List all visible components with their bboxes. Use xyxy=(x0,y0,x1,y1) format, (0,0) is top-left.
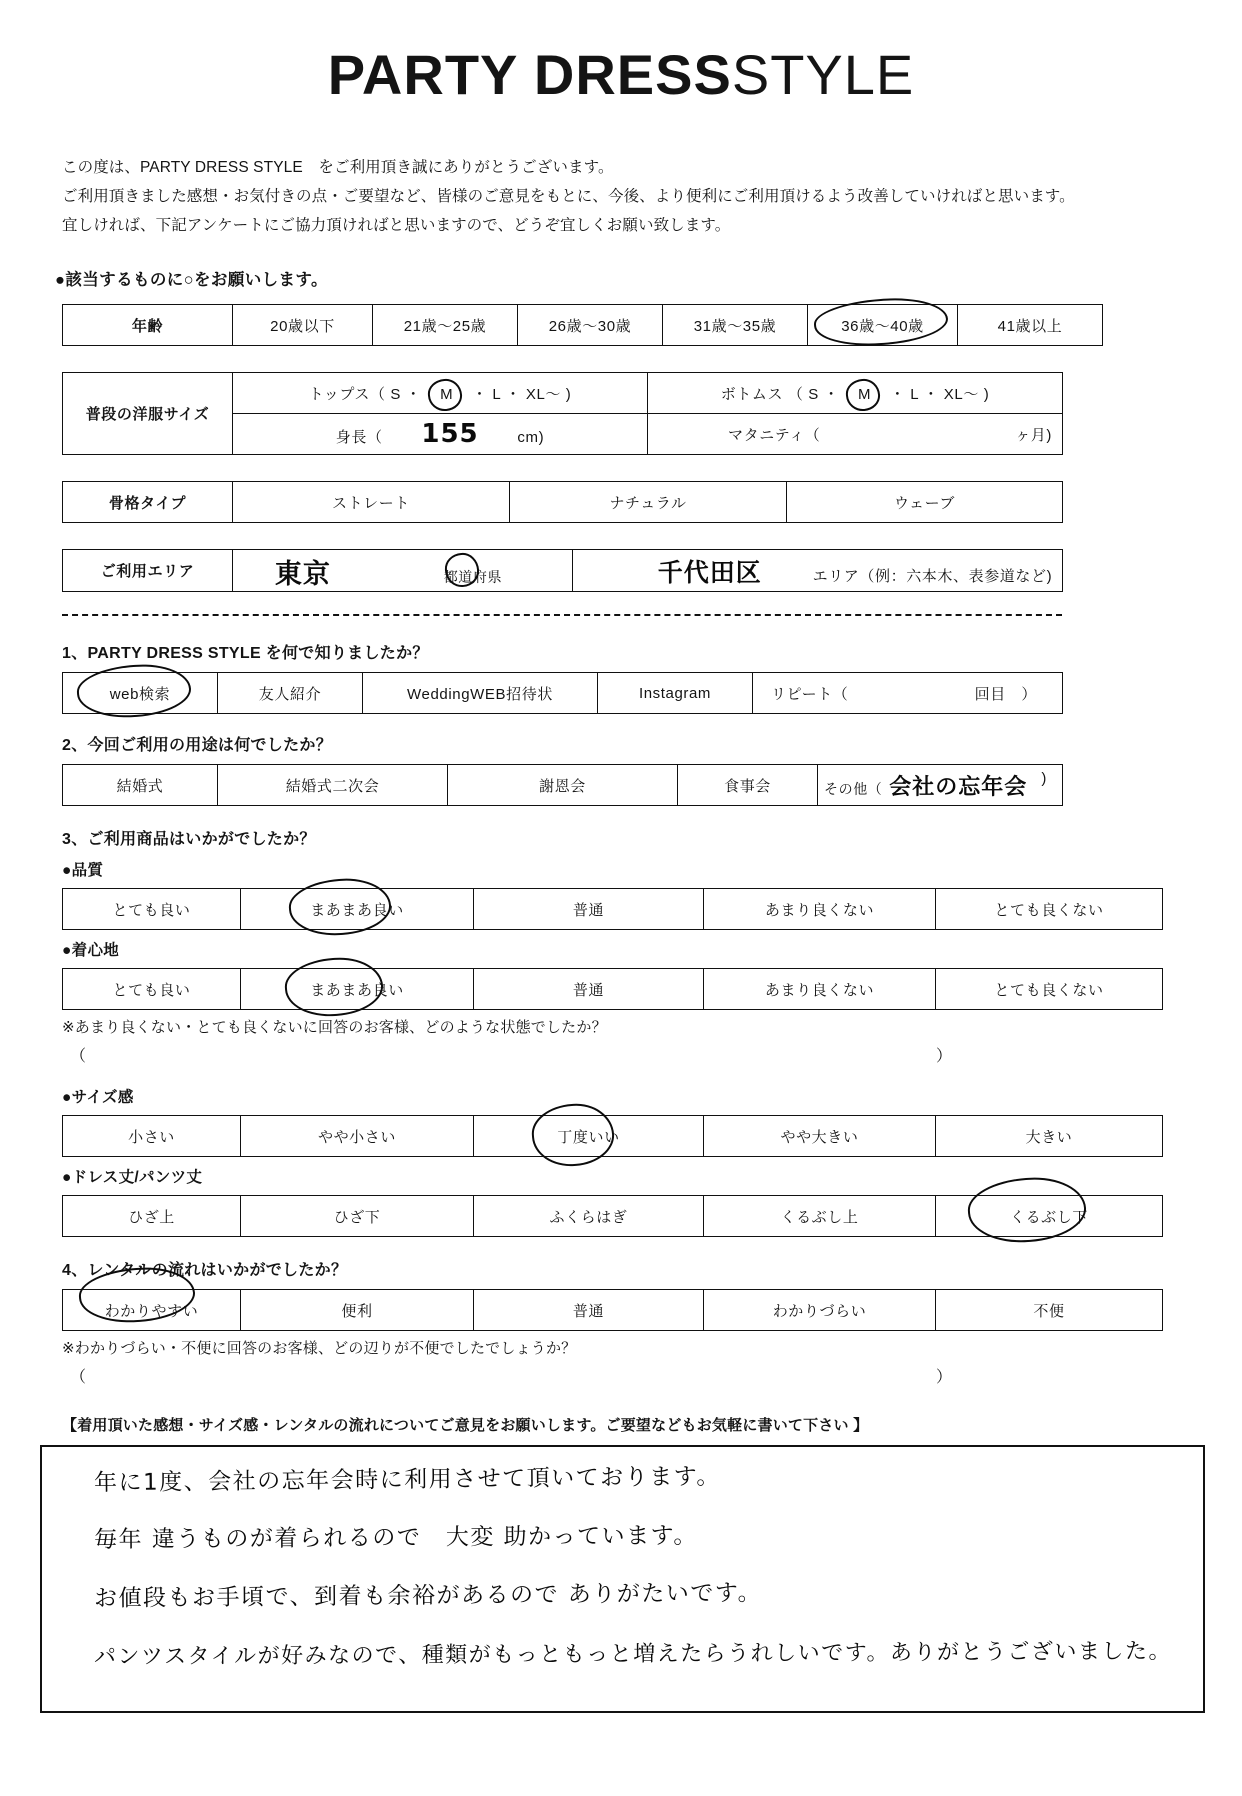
q1-option-1[interactable]: 友人紹介 xyxy=(218,673,363,714)
q3-comfort-table xyxy=(62,968,1163,1010)
q2-option-2[interactable]: 謝恩会 xyxy=(448,765,678,806)
q2-other-value: 会社の忘年会 xyxy=(889,774,1028,800)
q4-option-4[interactable]: 不便 xyxy=(936,1290,1163,1331)
q3-comfort-free-close: ） xyxy=(935,1048,952,1065)
quality-option-0[interactable]: とても良い xyxy=(63,889,241,930)
q3-fit-table xyxy=(62,1115,1163,1157)
q2-option-0[interactable]: 結婚式 xyxy=(63,765,218,806)
table-row xyxy=(63,673,1063,714)
comment-box[interactable] xyxy=(40,1445,1205,1713)
q1-option-0-label: web検索 xyxy=(109,685,171,703)
comment-line-3: お値段もお手頃で、到着も余裕があるので ありがたいです。 xyxy=(93,1580,763,1612)
comment-label: 【着用頂いた感想・サイズ感・レンタルの流れについてご意見をお願いします。ご要望などもお気軽に書いて下さい 】 xyxy=(62,1417,869,1434)
q4-free-row[interactable] xyxy=(62,1364,1062,1390)
table-row xyxy=(63,482,1063,523)
length-option-0[interactable]: ひざ上 xyxy=(63,1196,241,1237)
q3-comfort-free-open: （ xyxy=(70,1048,87,1065)
q2-other-label: その他（ xyxy=(824,780,883,797)
body-type-option-2[interactable]: ウェーブ xyxy=(787,482,1063,523)
q1-option-4-repeat[interactable] xyxy=(753,673,1063,714)
area-table xyxy=(62,549,1063,592)
q2-table xyxy=(62,764,1063,806)
height-unit: cm) xyxy=(517,429,545,446)
fit-option-3[interactable]: やや大きい xyxy=(704,1116,936,1157)
age-option-5[interactable]: 41歳以上 xyxy=(958,305,1103,346)
body-type-option-0[interactable]: ストレート xyxy=(233,482,510,523)
q2-title: 2、今回ご利用の用途は何でしたか？ xyxy=(62,737,332,754)
survey-page xyxy=(0,42,1242,1796)
quality-option-4[interactable]: とても良くない xyxy=(936,889,1163,930)
q1-option-3[interactable]: Instagram xyxy=(598,673,753,714)
age-option-4[interactable] xyxy=(808,305,958,346)
brand-light: STYLE xyxy=(731,43,915,106)
quality-option-2[interactable]: 普通 xyxy=(474,889,704,930)
fit-option-0[interactable]: 小さい xyxy=(63,1116,241,1157)
q4-option-3[interactable]: わかりづらい xyxy=(704,1290,936,1331)
q3-quality-subtitle: ●品質 xyxy=(62,862,104,879)
height-value: 155 xyxy=(421,419,479,449)
q4-option-2[interactable]: 普通 xyxy=(474,1290,704,1331)
age-table xyxy=(62,304,1103,346)
maternity-unit: ヶ月) xyxy=(1015,426,1052,444)
q4-option-1[interactable]: 便利 xyxy=(241,1290,474,1331)
comfort-option-0[interactable]: とても良い xyxy=(63,969,241,1010)
table-row xyxy=(63,969,1163,1010)
quality-option-3[interactable]: あまり良くない xyxy=(704,889,936,930)
q3-comfort-note: ※あまり良くない・とても良くないに回答のお客様、どのような状態でしたか？ xyxy=(62,1019,607,1036)
length-option-3[interactable]: くるぶし上 xyxy=(704,1196,936,1237)
table-row xyxy=(63,1196,1163,1237)
area-hint: エリア（例：六本木、表参道など) xyxy=(812,567,1053,585)
maternity-cell[interactable] xyxy=(648,414,1063,455)
q4-option-0[interactable] xyxy=(63,1290,241,1331)
q1-table xyxy=(62,672,1063,714)
comfort-option-1[interactable] xyxy=(241,969,474,1010)
fit-option-1[interactable]: やや小さい xyxy=(241,1116,474,1157)
q3-length-table xyxy=(62,1195,1163,1237)
intro-line-1: この度は、PARTY DRESS STYLE をご利用頂き誠にありがとうございます。 xyxy=(62,159,614,176)
comment-line-4: パンツスタイルが好みなので、種類がもっともっと増えたらうれしいです。ありがとうございました。 xyxy=(93,1639,1173,1670)
tops-prefix: トップス（ S ・ xyxy=(308,385,422,403)
tops-size-cell[interactable] xyxy=(233,373,648,414)
q4-free-open: （ xyxy=(70,1369,87,1386)
brand-bold: PARTY DRESS xyxy=(327,43,732,106)
age-option-2[interactable]: 26歳～30歳 xyxy=(518,305,663,346)
age-option-1[interactable]: 21歳～25歳 xyxy=(373,305,518,346)
height-label: 身長（ xyxy=(335,429,383,446)
table-row xyxy=(63,373,1063,414)
fit-option-2-label: 丁度いい xyxy=(557,1128,620,1146)
intro-line-3: 宜しければ、下記アンケートにご協力頂ければと思いますので、どうぞ宜しくお願い致します。 xyxy=(62,217,731,234)
q3-quality-table xyxy=(62,888,1163,930)
length-option-2[interactable]: ふくらはぎ xyxy=(474,1196,704,1237)
length-option-1[interactable]: ひざ下 xyxy=(241,1196,474,1237)
length-option-4[interactable] xyxy=(936,1196,1163,1237)
bottoms-prefix: ボトムス （ S ・ xyxy=(720,385,840,403)
q4-free-close: ） xyxy=(935,1369,952,1386)
comfort-option-4[interactable]: とても良くない xyxy=(936,969,1163,1010)
table-row xyxy=(63,765,1063,806)
comment-line-2: 毎年 違うものが着られるので 大変 助かっています。 xyxy=(93,1522,698,1554)
maternity-label: マタニティ（ xyxy=(728,426,821,444)
q1-option-0[interactable] xyxy=(63,673,218,714)
q4-note: ※わかりづらい・不便に回答のお客様、どの辺りが不便でしたでしょうか？ xyxy=(62,1340,577,1357)
area-value: 千代田区 xyxy=(657,557,762,587)
q3-comfort-subtitle: ●着心地 xyxy=(62,942,120,959)
q2-option-3[interactable]: 食事会 xyxy=(678,765,818,806)
q2-option-1[interactable]: 結婚式二次会 xyxy=(218,765,448,806)
quality-option-1[interactable] xyxy=(241,889,474,930)
prefecture-suffix: 都道府県 xyxy=(443,569,503,585)
area-detail-cell[interactable] xyxy=(573,550,1063,592)
comment-line-1: 年に1度、会社の忘年会時に利用させて頂いております。 xyxy=(93,1463,721,1497)
intro-paragraph xyxy=(62,153,1172,240)
q4-title: 4、レンタルの流れはいかがでしたか？ xyxy=(62,1262,348,1279)
body-type-table xyxy=(62,481,1063,523)
tops-suffix: ・ L ・ XL～ ) xyxy=(471,385,572,403)
bottoms-suffix: ・ L ・ XL～ ) xyxy=(889,385,990,403)
table-row xyxy=(63,550,1063,592)
q2-other-close: ) xyxy=(1041,769,1047,787)
area-label: ご利用エリア xyxy=(63,550,233,592)
body-type-option-1[interactable]: ナチュラル xyxy=(510,482,787,523)
bottoms-selected-size: M xyxy=(858,385,872,403)
height-cell[interactable] xyxy=(233,414,648,455)
fit-option-2[interactable] xyxy=(474,1116,704,1157)
comfort-option-2[interactable]: 普通 xyxy=(474,969,704,1010)
table-row xyxy=(63,1116,1163,1157)
q3-length-subtitle: ●ドレス丈/パンツ丈 xyxy=(62,1169,203,1186)
intro-line-2: ご利用頂きました感想・お気付きの点・ご要望など、皆様のご意見をもとに、今後、より便利にご利用頂けるよう改善していければと思います。 xyxy=(62,188,1075,205)
section-divider xyxy=(62,614,1062,616)
quality-option-1-label: まあまあ良い xyxy=(310,901,404,919)
instruction-line: ●該当するものに○をお願いします。 xyxy=(55,271,328,289)
body-type-label: 骨格タイプ xyxy=(63,482,233,523)
q4-option-0-label: わかりやすい xyxy=(104,1302,199,1320)
q1-option-2[interactable]: WeddingWEB招待状 xyxy=(363,673,598,714)
q1-title: 1、PARTY DRESS STYLE を何で知りましたか？ xyxy=(62,645,429,662)
comfort-option-1-label: まあまあ良い xyxy=(310,981,404,999)
table-row xyxy=(63,1290,1163,1331)
table-row xyxy=(63,889,1163,930)
q3-comfort-free-row[interactable] xyxy=(62,1043,1062,1069)
age-option-4-label: 36歳～40歳 xyxy=(841,317,924,335)
clothing-size-label: 普段の洋服サイズ xyxy=(63,373,233,455)
q4-table xyxy=(62,1289,1163,1331)
comfort-option-3[interactable]: あまり良くない xyxy=(704,969,936,1010)
page-title xyxy=(0,42,1242,107)
table-row xyxy=(63,305,1103,346)
clothing-size-table xyxy=(62,372,1063,455)
age-option-0[interactable]: 20歳以下 xyxy=(233,305,373,346)
length-option-4-label: くるぶし下 xyxy=(1009,1208,1088,1226)
q1-repeat-suffix: 回目 ） xyxy=(974,685,1037,703)
prefecture-cell[interactable] xyxy=(233,550,573,592)
q1-repeat-label: リピート（ xyxy=(771,685,849,703)
age-option-3[interactable]: 31歳～35歳 xyxy=(663,305,808,346)
q3-fit-subtitle: ●サイズ感 xyxy=(62,1089,134,1106)
age-label: 年齢 xyxy=(63,305,233,346)
bottoms-size-cell[interactable] xyxy=(648,373,1063,414)
q2-other-cell[interactable] xyxy=(818,765,1063,806)
fit-option-4[interactable]: 大きい xyxy=(936,1116,1163,1157)
tops-selected-size: M xyxy=(440,385,454,403)
q3-title: 3、ご利用商品はいかがでしたか？ xyxy=(62,831,316,848)
prefecture-value: 東京 xyxy=(274,559,331,590)
